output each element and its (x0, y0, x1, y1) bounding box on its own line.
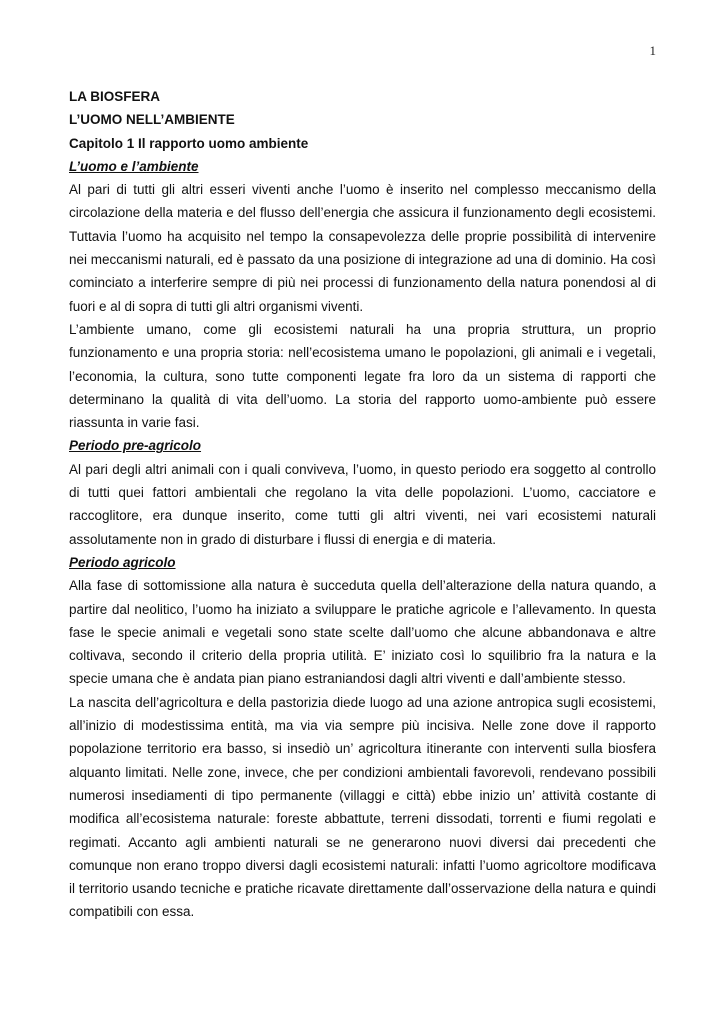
paragraph: Alla fase di sottomissione alla natura è succeduta quella dell’alterazione della natura quando, a partire dal neolitico, l’uomo ha iniziato a sviluppare le pratiche agricole e l’allevamento. In questa fase le specie animali e vegetali sono state scelte dall’uomo che alcune abbandonava e altre coltivava, secondo il criterio della propria utilità. E’ iniziato così lo squilibrio fra la natura e la specie umana che è andata pian piano estraniandosi dagli altri viventi e dall’ambiente stesso. (69, 578, 656, 687)
paragraph: Al pari di tutti gli altri esseri viventi anche l’uomo è inserito nel complesso meccanismo della circolazione della materia e del flusso dell’energia che assicura il funzionamento degli ecosistemi. Tuttavia l’uomo ha acquisito nel tempo la consapevolezza delle proprie possibilità di intervenire nei meccanismi naturali, ed è passato da una posizione di integrazione ad una di dominio. Ha così cominciato a interferire sempre di più nei processi di funzionamento della natura ponendosi al di fuori e al di sopra di tutti gli altri organismi viventi. (69, 182, 656, 314)
document-title: LA BIOSFERA (69, 89, 160, 104)
section-heading-uomo-ambiente: L’uomo e l’ambiente (69, 158, 199, 174)
paragraph: Al pari degli altri animali con i quali conviveva, l’uomo, in questo periodo era soggetto al controllo di tutti quei fattori ambientali che regolano la vita delle popolazioni. L’uomo, cacciatore e raccoglitore, era dunque inserito, come tutti gli altri viventi, nei vari ecosistemi naturali assolutamente non in grado di disturbare i flussi di energia e di materia. (69, 461, 656, 547)
document-subtitle: L’UOMO NELL’AMBIENTE (69, 112, 235, 128)
document-body (69, 85, 656, 924)
chapter-title: Capitolo 1 Il rapporto uomo ambiente (69, 135, 309, 151)
paragraph: La nascita dell’agricoltura e della pastorizia diede luogo ad una azione antropica sugli ecosistemi, all’inizio di modestissima entità, ma via via sempre più incisiva. Nelle zone dove il rapporto popolazione territorio era basso, si insediò un’ agricoltura itinerante con interventi sulla biosfera alquanto limitati. Nelle zone, invece, che per condizioni ambientali favorevoli, rendevano possibili numerosi insediamenti di tipo permanente (villaggi e città) ebbe inizio un’ attività costante di modifica all’ecosistema naturale: foreste abbattute, terreni dissodati, torrenti e fiumi regolati e regimati. Accanto agli ambienti naturali se ne generarono nuovi diversi dai precedenti che comunque non erano troppo diversi dagli ecosistemi naturali: infatti l’uomo agricoltore modificava il territorio usando tecniche e pratiche ricavate direttamente dall’osservazione della natura e quindi compatibili con essa. (69, 694, 656, 920)
page-number: 1 (649, 43, 656, 58)
section-heading-pre-agricolo: Periodo pre-agricolo (69, 438, 202, 454)
paragraph: L’ambiente umano, come gli ecosistemi naturali ha una propria struttura, un proprio funzionamento e una propria storia: nell’ecosistema umano le popolazioni, gli animali e i vegetali, l’economia, la cultura, sono tutte componenti legate fra loro da un sistema di rapporti che determinano la qualità di vita dell’uomo. La storia del rapporto uomo-ambiente può essere riassunta in varie fasi. (69, 321, 656, 431)
section-heading-agricolo: Periodo agricolo (69, 554, 176, 570)
